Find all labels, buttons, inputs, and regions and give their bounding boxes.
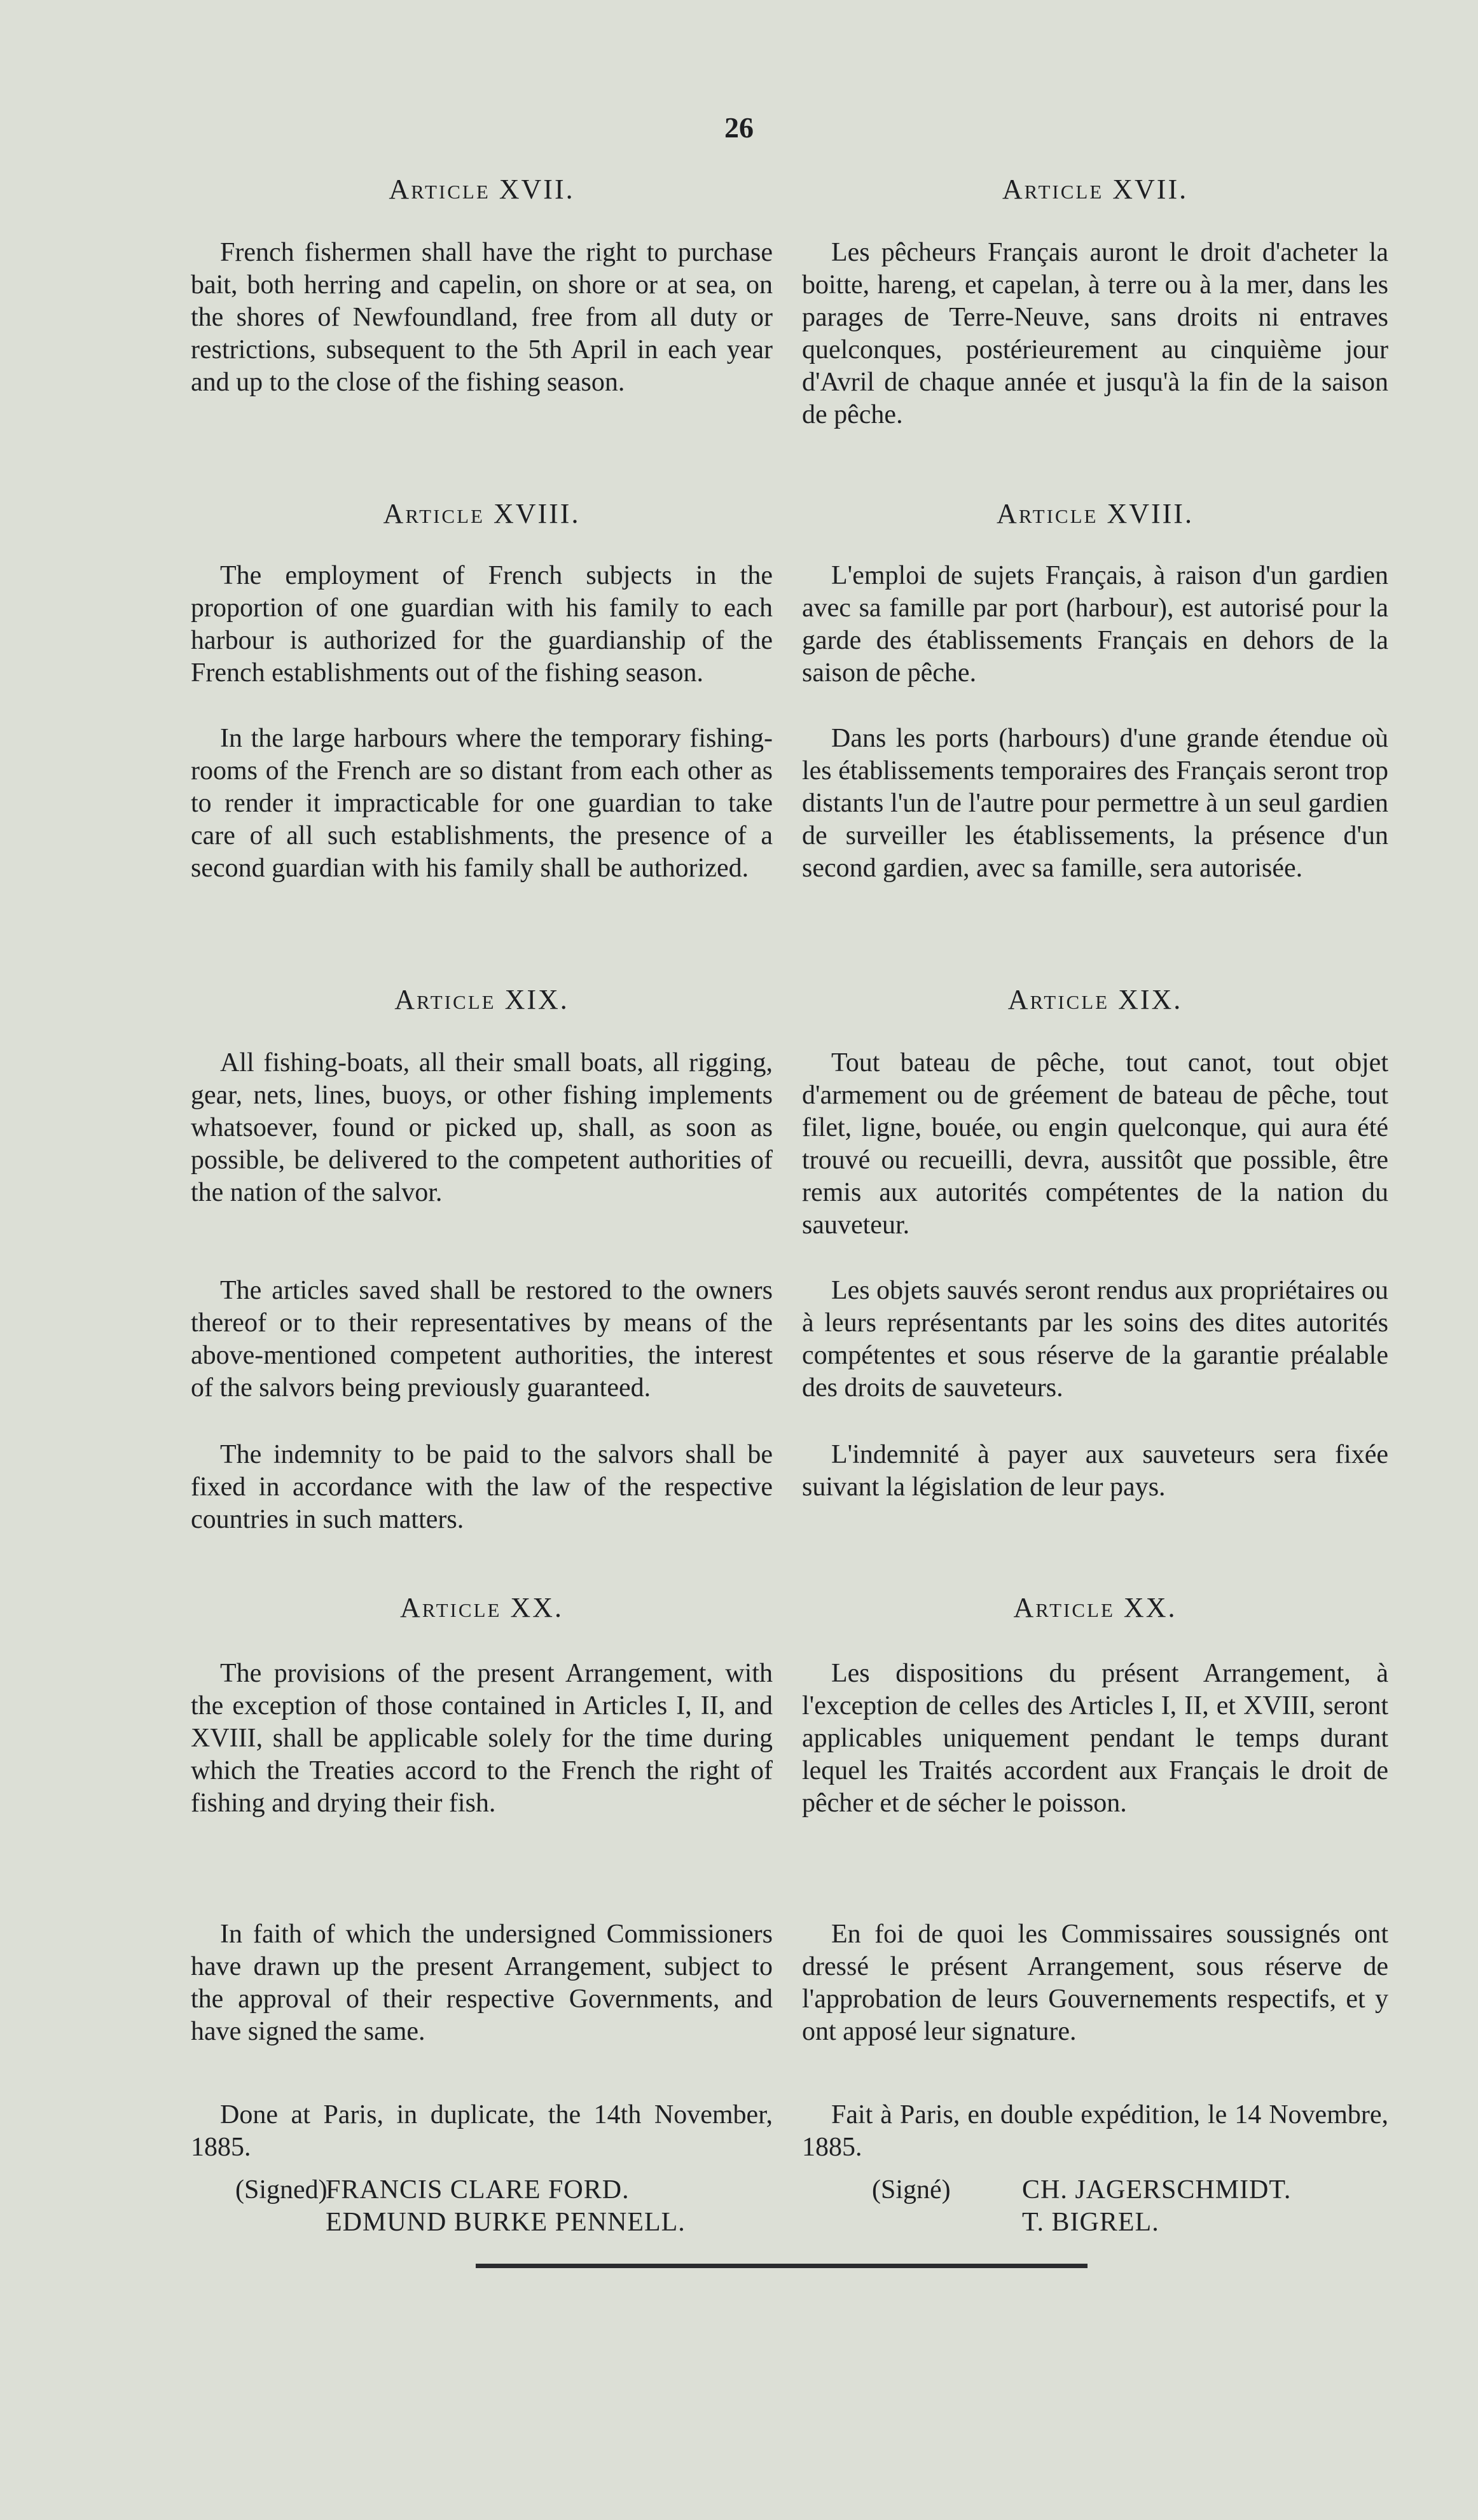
article-17-text-en: French fishermen shall have the right to purchase bait, both herring and capelin, on shore or at sea, on the shores of Newfoundland, free from all duty or restrictions, subsequent to the 5th April in each year and up to the close of the fishing season.	[191, 238, 773, 397]
article-18-heading-en: Article XVIII.	[383, 498, 581, 529]
article-20-text-fr: Les dispositions du présent Arrangement, à l'exception de celles des Articles I, II, et XVIII, seront applicables uniquement pendant le temps durant lequel les Traités accordent aux Français le droit de pêcher et de sécher le poisson.	[802, 1659, 1388, 1818]
closing-done-en: Done at Paris, in duplicate, the 14th November, 1885.	[191, 2100, 773, 2162]
closing-done-fr: Fait à Paris, en double expédition, le 14 Novembre, 1885.	[802, 2100, 1388, 2162]
signatory-2-en: EDMUND BURKE PENNELL.	[326, 2208, 686, 2237]
closing-faith-fr: En foi de quoi les Commissaires soussignés ont dressé le présent Arrangement, sous réserve de l'approbation de leurs Gouvernements respectifs, et y ont apposé leur signature.	[802, 1920, 1388, 2046]
article-17-heading-fr: Article XVII.	[1002, 174, 1189, 205]
signatory-1-fr: CH. JAGERSCHMIDT.	[1022, 2175, 1292, 2205]
signatory-1-en: FRANCIS CLARE FORD.	[326, 2175, 630, 2205]
article-18-para-1-fr: L'emploi de sujets Français, à raison d'un gardien avec sa famille par port (harbour), est autorisé pour la garde des établissements Français en dehors de la saison de pêche.	[802, 561, 1388, 688]
article-19-heading-en: Article XIX.	[394, 984, 569, 1015]
article-19-para-2-fr: Les objets sauvés seront rendus aux propriétaires ou à leurs représentants par les soins des dites autorités compétentes et sous réserve de la garantie préalable des droits de sauveteurs.	[802, 1276, 1388, 1402]
closing-faith-en: In faith of which the undersigned Commissioners have drawn up the present Arrangement, subject to the approval of their respective Governments, and have signed the same.	[191, 1920, 773, 2046]
signatory-2-fr: T. BIGREL.	[1022, 2208, 1159, 2237]
article-18-para-2-fr: Dans les ports (harbours) d'une grande étendue où les établissements temporaires des Français seront trop distants l'un de l'autre pour permettre à un seul gardien de surveiller les établissements, la présence d'un second gardien, avec sa famille, sera autorisée.	[802, 724, 1388, 883]
page-number: 26	[724, 111, 754, 144]
article-19-para-3-fr: L'indemnité à payer aux sauveteurs sera fixée suivant la législation de leur pays.	[802, 1440, 1388, 1502]
article-20-heading-en: Article XX.	[400, 1592, 563, 1623]
signature-block-en	[191, 2174, 773, 2244]
article-18-para-2-en: In the large harbours where the temporary fishing-rooms of the French are so distant from each other as to render it impracticable for one guardian to take care of all such establishments, the presence of a second guardian with his family shall be authorized.	[191, 724, 773, 883]
closing-rule	[476, 2264, 1088, 2268]
article-18-para-1-en: The employment of French subjects in the proportion of one guardian with his family to each harbour is authorized for the guardianship of the French establishments out of the fishing season.	[191, 561, 773, 688]
signed-label-fr: (Signé)	[872, 2175, 951, 2205]
french-column	[802, 0, 1388, 2520]
article-19-para-2-en: The articles saved shall be restored to the owners thereof or to their representatives by means of the above-mentioned competent authorities, the interest of the salvors being previously guaranteed.	[191, 1276, 773, 1402]
article-19-para-1-en: All fishing-boats, all their small boats, all rigging, gear, nets, lines, buoys, or other fishing implements whatsoever, found or picked up, shall, as soon as possible, be delivered to the competent authorities of the nation of the salvor.	[191, 1048, 773, 1207]
article-18-heading-fr: Article XVIII.	[997, 498, 1194, 529]
article-19-para-1-fr: Tout bateau de pêche, tout canot, tout objet d'armement ou de gréement de bateau de pêche, tout filet, ligne, bouée, ou engin quelconque, qui aura été trouvé ou recueilli, devra, aussitôt que possible, être remis aux autorités compétentes de la nation du sauveteur.	[802, 1048, 1388, 1240]
english-column	[191, 0, 773, 2520]
signed-label-en: (Signed)	[235, 2175, 328, 2205]
article-20-text-en: The provisions of the present Arrangement, with the exception of those contained in Articles I, II, and XVIII, shall be applicable solely for the time during which the Treaties accord to the French the right of fishing and drying their fish.	[191, 1659, 773, 1818]
article-17-heading-en: Article XVII.	[389, 174, 575, 205]
article-17-text-fr: Les pêcheurs Français auront le droit d'acheter la boitte, hareng, et capelan, à terre ou à la mer, dans les parages de Terre-Neuve, sans droits ni entraves quelconques, postérieurement au cinquième jour d'Avril de chaque année et jusqu'à la fin de la saison de pêche.	[802, 238, 1388, 429]
signature-block-fr	[802, 2174, 1388, 2244]
article-19-heading-fr: Article XIX.	[1007, 984, 1183, 1015]
article-20-heading-fr: Article XX.	[1013, 1592, 1177, 1623]
article-19-para-3-en: The indemnity to be paid to the salvors shall be fixed in accordance with the law of the respective countries in such matters.	[191, 1440, 773, 1534]
